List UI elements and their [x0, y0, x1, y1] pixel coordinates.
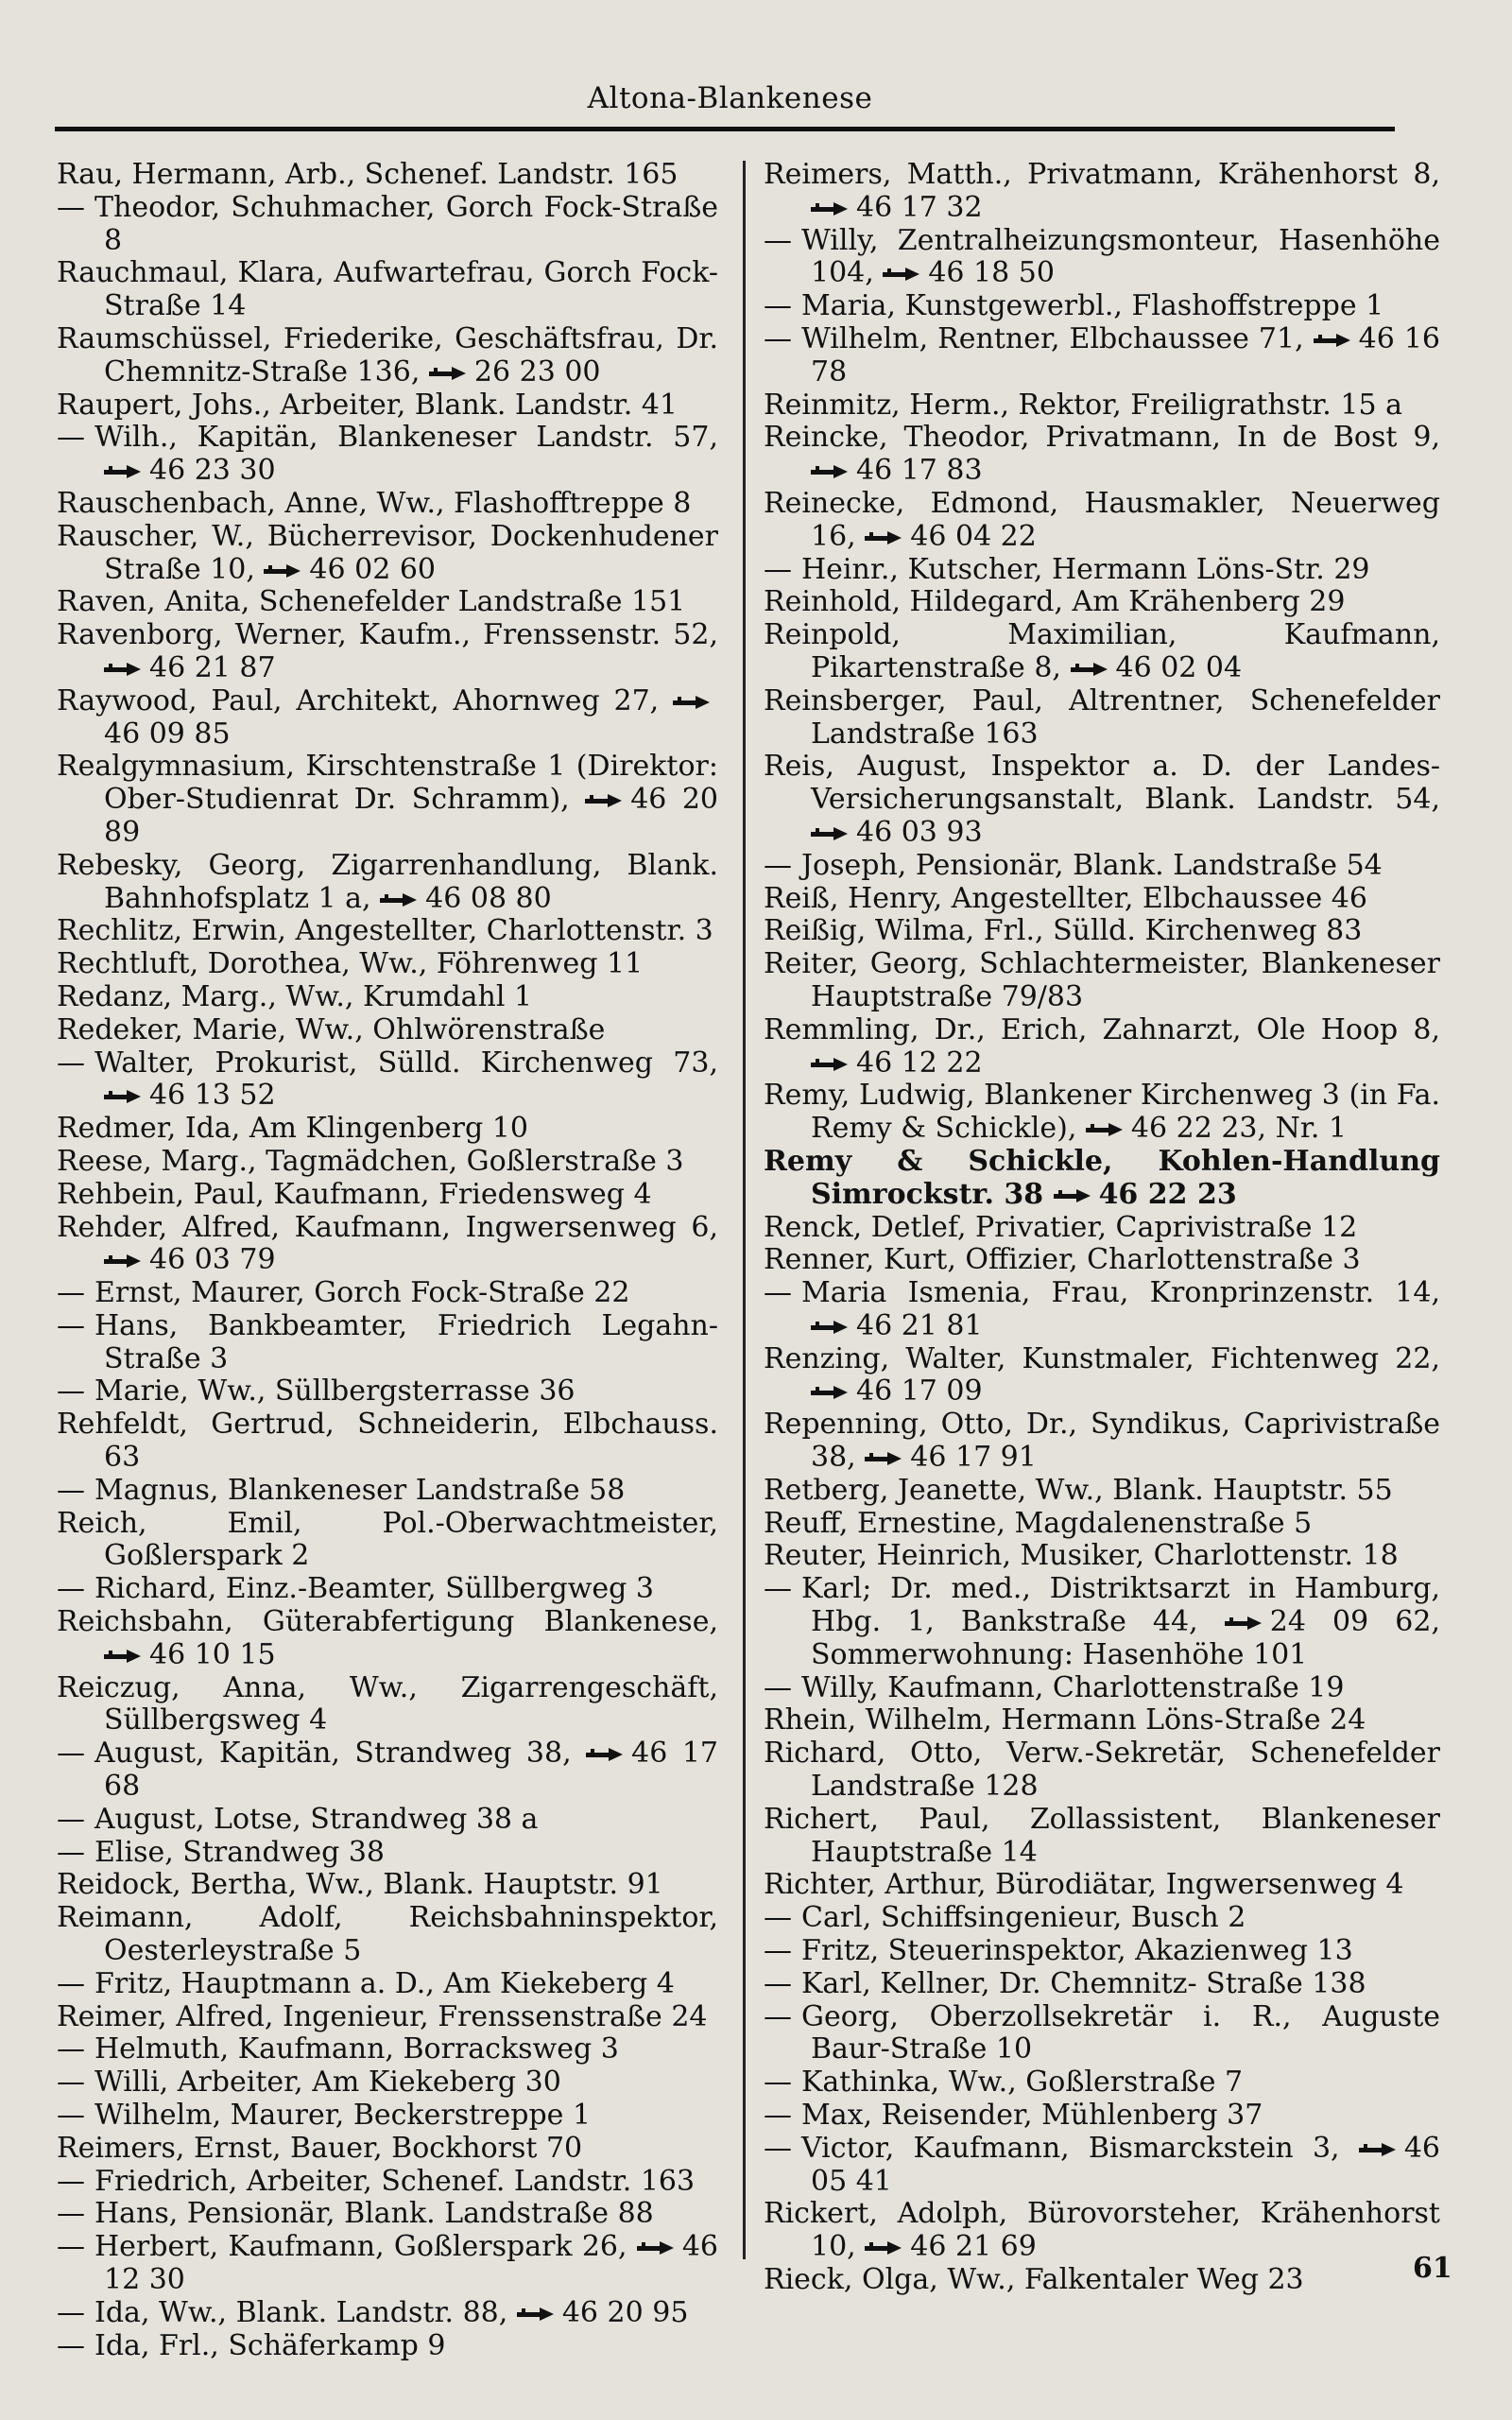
- directory-entry: [764, 389, 1440, 423]
- running-head: Altona-Blankenese: [587, 81, 873, 115]
- directory-entry: [57, 2033, 718, 2066]
- telephone-icon: [865, 530, 902, 545]
- entry-dash: —: [764, 1999, 792, 2033]
- entry-phone: 46 03 93: [856, 815, 983, 849]
- telephone-icon: [104, 662, 142, 677]
- entry-text: Redanz, Marg., Ww., Krumdahl 1: [57, 979, 533, 1013]
- entry-text: Rauschenbach, Anne, Ww., Flashofftreppe 8: [57, 486, 692, 520]
- entry-text: Marie, Ww., Süllbergsterrasse 36: [94, 1374, 576, 1409]
- entry-text: Reichsbahn, Güterabfertigung Blankenese,: [57, 1605, 718, 1639]
- directory-entry: [57, 1573, 718, 1606]
- directory-entry: [764, 1869, 1440, 1902]
- entry-text: Reuter, Heinrich, Musiker, Charlottenstr. 18: [764, 1539, 1399, 1573]
- entry-text: Redeker, Marie, Ww., Ohlwörenstraße: [57, 1012, 606, 1046]
- directory-entry: [57, 1277, 718, 1310]
- directory-entry: [764, 2100, 1440, 2133]
- entry-text: Reimann, Adolf, Reichsbahninspektor, Oesterleystraße 5: [57, 1901, 718, 1968]
- left-column: [57, 159, 718, 2362]
- directory-entry: [764, 290, 1440, 323]
- telephone-icon: [637, 2240, 675, 2256]
- entry-text: Georg, Oberzollsekretär i. R., Auguste Baur-Straße 10: [801, 1999, 1440, 2066]
- directory-entry: [764, 2198, 1440, 2264]
- entry-phone: 46 21 87: [149, 650, 276, 684]
- directory-entry: [764, 1672, 1440, 1705]
- entry-text: Renck, Detlef, Privatier, Caprivistraße 12: [764, 1210, 1358, 1244]
- directory-entry: [57, 1113, 718, 1146]
- entry-text: August, Kapitän, Strandweg 38,: [94, 1737, 572, 1771]
- telephone-icon: [1359, 2142, 1397, 2157]
- entry-text: Fritz, Hauptmann a. D., Am Kiekeberg 4: [94, 1966, 675, 2000]
- entry-text: Remy & Schickle, Kohlen-Handlung Simrockstr. 38: [764, 1144, 1440, 1211]
- entry-text: Elise, Strandweg 38: [94, 1835, 386, 1869]
- telephone-icon: [811, 826, 849, 841]
- entry-phone: 46 04 22: [910, 519, 1037, 553]
- entry-text: Remmling, Dr., Erich, Zahnarzt, Ole Hoop 8,: [764, 1012, 1440, 1046]
- entry-text: Reinpold, Maximilian, Kaufmann, Pikartenstraße 8,: [764, 618, 1440, 684]
- entry-text: Reuff, Ernestine, Magdalenenstraße 5: [764, 1506, 1313, 1540]
- directory-entry: [764, 2264, 1440, 2297]
- telephone-icon: [673, 695, 711, 710]
- telephone-icon: [586, 1747, 624, 1762]
- entry-text: Richard, Otto, Verw.-Sekretär, Schenefelder Landstraße 128: [764, 1737, 1440, 1804]
- directory-entry: [57, 257, 718, 323]
- directory-entry: [57, 1409, 718, 1475]
- entry-text: Raven, Anita, Schenefelder Landstraße 151: [57, 585, 686, 619]
- entry-dash: —: [57, 2328, 85, 2362]
- entry-text: Karl; Dr. med., Distriktsarzt in Hamburg, Hbg. 1, Bankstraße 44,: [801, 1572, 1440, 1639]
- entry-dash: —: [57, 1572, 85, 1606]
- entry-phone: 46 17 83: [856, 454, 983, 488]
- entry-dash: —: [57, 2099, 85, 2133]
- entry-text: Renner, Kurt, Offizier, Charlottenstraße 3: [764, 1243, 1361, 1277]
- directory-entry: [57, 751, 718, 849]
- entry-text: Heinr., Kutscher, Hermann Löns-Str. 29: [801, 552, 1370, 586]
- entry-dash: —: [57, 1473, 85, 1507]
- entry-text: Ernst, Maurer, Gorch Fock-Straße 22: [94, 1276, 630, 1310]
- telephone-icon: [104, 1649, 142, 1664]
- entry-dash: —: [764, 2066, 792, 2100]
- directory-entry: [764, 1573, 1440, 1671]
- directory-entry: [764, 1475, 1440, 1508]
- entry-text: Rhein, Wilhelm, Hermann Löns-Straße 24: [764, 1703, 1366, 1737]
- entry-text: Magnus, Blankeneser Landstraße 58: [94, 1473, 626, 1507]
- entry-text: Reinhold, Hildegard, Am Krähenberg 29: [764, 585, 1346, 619]
- entry-text-continued: Nr. 1: [1266, 1112, 1348, 1146]
- directory-entry: [764, 1343, 1440, 1409]
- entry-text: Richter, Arthur, Bürodiätar, Ingwersenweg 4: [764, 1868, 1404, 1902]
- entry-dash: —: [764, 1572, 792, 1606]
- entry-text: Walter, Prokurist, Sülld. Kirchenweg 73,: [94, 1046, 718, 1080]
- directory-entry: [764, 1704, 1440, 1737]
- directory-entry: [57, 1310, 718, 1376]
- telephone-icon: [865, 1451, 902, 1466]
- directory-entry: [764, 1968, 1440, 2001]
- entry-text: Helmuth, Kaufmann, Borracksweg 3: [94, 2032, 619, 2066]
- entry-phone: 46 18 50: [928, 256, 1055, 290]
- directory-entry: [764, 1540, 1440, 1573]
- directory-entry: [57, 915, 718, 948]
- entry-text: Reidock, Bertha, Ww., Blank. Hauptstr. 91: [57, 1868, 663, 1902]
- directory-entry: [764, 850, 1440, 883]
- directory-entry: [57, 1212, 718, 1278]
- entry-dash: —: [57, 421, 85, 455]
- directory-entry: [764, 685, 1440, 752]
- directory-entry: [57, 586, 718, 619]
- entry-text: Friedrich, Arbeiter, Schenef. Landstr. 163: [94, 2164, 696, 2198]
- directory-entry: [57, 948, 718, 981]
- entry-text: Wilh., Kapitän, Blankeneser Landstr. 57,: [94, 421, 718, 455]
- entry-dash: —: [764, 1934, 792, 1968]
- header-rule: [55, 127, 1395, 131]
- directory-entry: [764, 1014, 1440, 1080]
- directory-entry: [764, 619, 1440, 685]
- directory-entry: [764, 1244, 1440, 1277]
- directory-entry: [764, 554, 1440, 587]
- entry-text: Maria Ismenia, Frau, Kronprinzenstr. 14,: [801, 1276, 1440, 1310]
- entry-text: Remy, Ludwig, Blankener Kirchenweg 3 (in Fa. Remy & Schickle),: [764, 1079, 1440, 1146]
- telephone-icon: [1314, 333, 1351, 348]
- directory-entry: [57, 685, 718, 752]
- entry-dash: —: [57, 1374, 85, 1409]
- entry-dash: —: [764, 1276, 792, 1310]
- entry-dash: —: [57, 1966, 85, 2000]
- entry-text-continued: Sommerwohnung: Hasenhöhe 101: [811, 1637, 1308, 1671]
- entry-text: Willy, Zentralheizungsmonteur, Hasenhöhe 104,: [801, 223, 1440, 290]
- entry-phone: 46 17 68: [104, 1737, 718, 1804]
- directory-entry: [764, 1146, 1440, 1212]
- directory-entry: [57, 2231, 718, 2297]
- entry-text: Reinecke, Edmond, Hausmakler, Neuerweg 16,: [764, 486, 1440, 553]
- entry-phone: 46 12 30: [104, 2230, 718, 2296]
- telephone-icon: [811, 1385, 849, 1400]
- entry-text: Reimers, Matth., Privatmann, Krähenhorst 8,: [764, 158, 1440, 191]
- directory-entry: [57, 1737, 718, 1804]
- directory-entry: [764, 2133, 1440, 2199]
- entry-dash: —: [57, 1802, 85, 1836]
- entry-text: Raupert, Johs., Arbeiter, Blank. Landstr. 41: [57, 388, 678, 422]
- directory-entry: [764, 2066, 1440, 2100]
- entry-phone: 46 08 80: [425, 881, 552, 915]
- entry-phone: 46 21 81: [856, 1308, 983, 1342]
- directory-entry: [57, 1146, 718, 1179]
- directory-entry: [764, 751, 1440, 849]
- entry-dash: —: [57, 190, 85, 224]
- entry-dash: —: [764, 223, 792, 257]
- entry-phone: 46 20 89: [104, 783, 718, 849]
- entry-dash: —: [57, 2295, 85, 2329]
- telephone-icon: [865, 2240, 902, 2256]
- telephone-icon: [104, 1253, 142, 1269]
- entry-dash: —: [57, 1737, 85, 1771]
- entry-phone: 26 23 00: [473, 354, 601, 389]
- directory-entry: [764, 586, 1440, 619]
- telephone-icon: [1086, 1122, 1124, 1137]
- entry-text: Ida, Frl., Schäferkamp 9: [94, 2328, 446, 2362]
- entry-text: Hans, Pensionär, Blank. Landstraße 88: [94, 2197, 654, 2231]
- entry-text: Rauchmaul, Klara, Aufwartefrau, Gorch Fock-Straße 14: [57, 256, 718, 323]
- entry-text: Rickert, Adolph, Bürovorsteher, Krähenhorst 10,: [764, 2197, 1440, 2264]
- directory-entry: [57, 521, 718, 587]
- entry-dash: —: [764, 1670, 792, 1704]
- entry-dash: —: [764, 321, 792, 355]
- entry-text: Fritz, Steuerinspektor, Akazienweg 13: [801, 1934, 1353, 1968]
- entry-text: Ravenborg, Werner, Kaufm., Frenssenstr. 52,: [57, 618, 718, 652]
- entry-text: Reich, Emil, Pol.-Oberwachtmeister, Goßlerspark 2: [57, 1506, 718, 1573]
- entry-dash: —: [57, 2164, 85, 2198]
- directory-entry: [764, 1277, 1440, 1343]
- entry-dash: —: [57, 2032, 85, 2066]
- directory-entry: [57, 1902, 718, 1968]
- telephone-icon: [104, 464, 142, 479]
- entry-text: Retberg, Jeanette, Ww., Blank. Hauptstr. 55: [764, 1473, 1393, 1507]
- directory-entry: [57, 1179, 718, 1212]
- entry-phone: 46 17 91: [910, 1441, 1037, 1475]
- directory-entry: [764, 422, 1440, 488]
- telephone-icon: [380, 892, 418, 908]
- entry-text: Renzing, Walter, Kunstmaler, Fichtenweg 22,: [764, 1341, 1440, 1375]
- telephone-icon: [811, 1057, 849, 1072]
- directory-entry: [764, 488, 1440, 554]
- directory-entry: [57, 2297, 718, 2330]
- directory-entry: [764, 1902, 1440, 1935]
- telephone-icon: [585, 793, 623, 808]
- entry-phone: 46 21 69: [910, 2230, 1037, 2264]
- telephone-icon: [1225, 1616, 1263, 1631]
- entry-dash: —: [764, 289, 792, 323]
- directory-entry: [57, 192, 718, 258]
- entry-phone: 46 09 85: [104, 717, 231, 751]
- entry-phone: 46 22 23,: [1130, 1112, 1267, 1146]
- directory-entry: [57, 1968, 718, 2001]
- directory-entry: [57, 1606, 718, 1672]
- entry-text: Reiczug, Anna, Ww., Zigarrengeschäft, Süllbergsweg 4: [57, 1670, 718, 1737]
- entry-text: Rechlitz, Erwin, Angestellter, Charlottenstr. 3: [57, 914, 713, 948]
- entry-text: Reese, Marg., Tagmädchen, Goßlerstraße 3: [57, 1144, 684, 1178]
- entry-text: Herbert, Kaufmann, Goßlerspark 26,: [94, 2230, 627, 2264]
- directory-entry: [57, 1475, 718, 1508]
- entry-text: Realgymnasium, Kirschtenstraße 1 (Direktor: Ober-Studienrat Dr. Schramm),: [57, 750, 718, 817]
- right-column: [764, 159, 1440, 2297]
- entry-text: August, Lotse, Strandweg 38 a: [94, 1802, 539, 1836]
- entry-text: Ida, Ww., Blank. Landstr. 88,: [94, 2295, 508, 2329]
- directory-entry: [57, 1869, 718, 1902]
- entry-dash: —: [57, 1835, 85, 1869]
- directory-entry: [57, 422, 718, 488]
- entry-text: Wilhelm, Rentner, Elbchaussee 71,: [801, 321, 1304, 355]
- entry-dash: —: [764, 2131, 792, 2165]
- column-divider: [743, 161, 746, 2259]
- directory-entry: [764, 883, 1440, 916]
- directory-entry: [57, 981, 718, 1014]
- telephone-icon: [811, 1320, 849, 1335]
- directory-entry: [57, 1837, 718, 1870]
- directory-entry: [764, 1409, 1440, 1475]
- entry-dash: —: [57, 1276, 85, 1310]
- directory-entry: [764, 225, 1440, 291]
- directory-entry: [764, 1935, 1440, 1968]
- entry-text: Willy, Kaufmann, Charlottenstraße 19: [801, 1670, 1345, 1704]
- entry-text: Theodor, Schuhmacher, Gorch Fock-Straße 8: [94, 190, 718, 257]
- entry-text: Carl, Schiffsingenieur, Busch 2: [801, 1901, 1246, 1935]
- entry-text: Joseph, Pensionär, Blank. Landstraße 54: [801, 848, 1383, 882]
- entry-text: Reis, August, Inspektor a. D. der Landes-Versicherungsanstalt, Blank. Landstr. 54,: [764, 750, 1440, 817]
- entry-phone: 46 10 15: [149, 1637, 276, 1671]
- entry-dash: —: [764, 1901, 792, 1935]
- directory-entry: [764, 1080, 1440, 1146]
- directory-entry: [764, 915, 1440, 948]
- directory-entry: [57, 2100, 718, 2133]
- directory-entry: [57, 2198, 718, 2231]
- telephone-icon: [104, 1089, 142, 1104]
- entry-text: Rieck, Olga, Ww., Falkentaler Weg 23: [764, 2263, 1304, 2296]
- entry-text: Rauscher, W., Bücherrevisor, Dockenhudener Straße 10,: [57, 519, 718, 586]
- directory-entry: [57, 1014, 718, 1047]
- entry-text: Raumschüssel, Friederike, Geschäftsfrau, Dr. Chemnitz-Straße 136,: [57, 321, 718, 389]
- directory-entry: [57, 619, 718, 685]
- entry-text: Reiter, Georg, Schlachtermeister, Blankeneser Hauptstraße 79/83: [764, 947, 1440, 1013]
- page-number: 61: [1413, 2252, 1452, 2285]
- entry-text: Richert, Paul, Zollassistent, Blankeneser Hauptstraße 14: [764, 1802, 1440, 1869]
- entry-dash: —: [57, 2066, 85, 2100]
- telephone-icon: [264, 563, 301, 579]
- directory-entry: [764, 159, 1440, 225]
- directory-entry: [764, 323, 1440, 389]
- entry-text: Rehbein, Paul, Kaufmann, Friedensweg 4: [57, 1177, 652, 1211]
- directory-entry: [57, 2001, 718, 2034]
- directory-entry: [764, 948, 1440, 1014]
- directory-entry: [57, 488, 718, 521]
- entry-dash: —: [764, 552, 792, 586]
- entry-phone: 46 05 41: [811, 2131, 1440, 2198]
- telephone-icon: [429, 366, 467, 381]
- entry-text: Rehfeldt, Gertrud, Schneiderin, Elbchauss. 63: [57, 1408, 718, 1475]
- entry-dash: —: [764, 2099, 792, 2133]
- directory-entry: [57, 1047, 718, 1114]
- telephone-icon: [811, 201, 849, 216]
- directory-entry: [764, 1737, 1440, 1804]
- directory-entry: [57, 1804, 718, 1837]
- entry-text: Rau, Hermann, Arb., Schenef. Landstr. 165: [57, 158, 679, 191]
- entry-phone: 46 16 78: [811, 321, 1440, 389]
- entry-text: Hans, Bankbeamter, Friedrich Legahn-Straße 3: [94, 1308, 718, 1375]
- directory-entry: [57, 159, 718, 192]
- directory-entry: [57, 1375, 718, 1409]
- entry-text: Rebesky, Georg, Zigarrenhandlung, Blank. Bahnhofsplatz 1 a,: [57, 848, 718, 915]
- entry-text: Reiß, Henry, Angestellter, Elbchaussee 46: [764, 881, 1367, 915]
- telephone-icon: [1054, 1188, 1091, 1203]
- directory-entry: [57, 2330, 718, 2363]
- directory-entry: [57, 850, 718, 916]
- telephone-icon: [1071, 662, 1108, 677]
- entry-phone: 46 20 95: [561, 2295, 689, 2329]
- entry-text: Willi, Arbeiter, Am Kiekeberg 30: [94, 2066, 561, 2100]
- telephone-icon: [517, 2307, 555, 2322]
- directory-entry: [764, 1508, 1440, 1541]
- telephone-icon: [811, 464, 849, 479]
- entry-text: Reincke, Theodor, Privatmann, In de Bost 9,: [764, 421, 1440, 455]
- entry-dash: —: [57, 1046, 85, 1080]
- directory-entry: [57, 2133, 718, 2166]
- entry-text: Repenning, Otto, Dr., Syndikus, Caprivistraße 38,: [764, 1408, 1440, 1475]
- directory-entry: [764, 2001, 1440, 2067]
- entry-phone: 46 12 22: [856, 1046, 983, 1080]
- entry-text: Maria, Kunstgewerbl., Flashoffstreppe 1: [801, 289, 1384, 323]
- directory-entry: [57, 1508, 718, 1574]
- entry-text: Rehder, Alfred, Kaufmann, Ingwersenweg 6,: [57, 1210, 718, 1244]
- telephone-icon: [883, 267, 920, 282]
- entry-phone: 24 09 62,: [1269, 1605, 1440, 1639]
- entry-dash: —: [764, 1966, 792, 2000]
- entry-phone: 46 13 52: [149, 1079, 276, 1113]
- entry-phone: 46 02 04: [1115, 650, 1243, 684]
- entry-text: Kathinka, Ww., Goßlerstraße 7: [801, 2066, 1244, 2100]
- entry-text: Max, Reisender, Mühlenberg 37: [801, 2099, 1263, 2133]
- entry-text: Reimer, Alfred, Ingenieur, Frenssenstraße 24: [57, 1999, 708, 2033]
- entry-phone: 46 17 32: [856, 190, 983, 224]
- entry-phone: 46 22 23: [1098, 1177, 1237, 1211]
- entry-text: Reinsberger, Paul, Altrentner, Schenefelder Landstraße 163: [764, 683, 1440, 751]
- entry-text: Rechtluft, Dorothea, Ww., Föhrenweg 11: [57, 947, 644, 981]
- entry-text: Reinmitz, Herm., Rektor, Freiligrathstr. 15 a: [764, 388, 1402, 422]
- directory-entry: [57, 2066, 718, 2100]
- entry-phone: 46 03 79: [149, 1243, 276, 1277]
- entry-text: Reißig, Wilma, Frl., Sülld. Kirchenweg 83: [764, 914, 1363, 948]
- directory-entry: [764, 1804, 1440, 1870]
- entry-dash: —: [764, 848, 792, 882]
- entry-text: Reimers, Ernst, Bauer, Bockhorst 70: [57, 2131, 583, 2165]
- entry-dash: —: [57, 2197, 85, 2231]
- entry-dash: —: [57, 1308, 85, 1342]
- directory-entry: [57, 323, 718, 389]
- entry-text: Redmer, Ida, Am Klingenberg 10: [57, 1112, 528, 1146]
- entry-text: Richard, Einz.-Beamter, Süllbergweg 3: [94, 1572, 654, 1606]
- entry-text: Victor, Kaufmann, Bismarckstein 3,: [801, 2131, 1340, 2165]
- entry-phone: 46 17 09: [856, 1374, 983, 1409]
- entry-phone: 46 02 60: [309, 552, 437, 586]
- directory-entry: [57, 1672, 718, 1738]
- directory-entry: [57, 2166, 718, 2199]
- entry-text: Wilhelm, Maurer, Beckerstreppe 1: [94, 2099, 592, 2133]
- entry-text: Raywood, Paul, Architekt, Ahornweg 27,: [57, 683, 660, 717]
- directory-entry: [764, 1212, 1440, 1245]
- entry-dash: —: [57, 2230, 85, 2264]
- entry-text: Karl, Kellner, Dr. Chemnitz- Straße 138: [801, 1966, 1366, 2000]
- directory-entry: [57, 389, 718, 423]
- entry-phone: 46 23 30: [149, 454, 276, 488]
